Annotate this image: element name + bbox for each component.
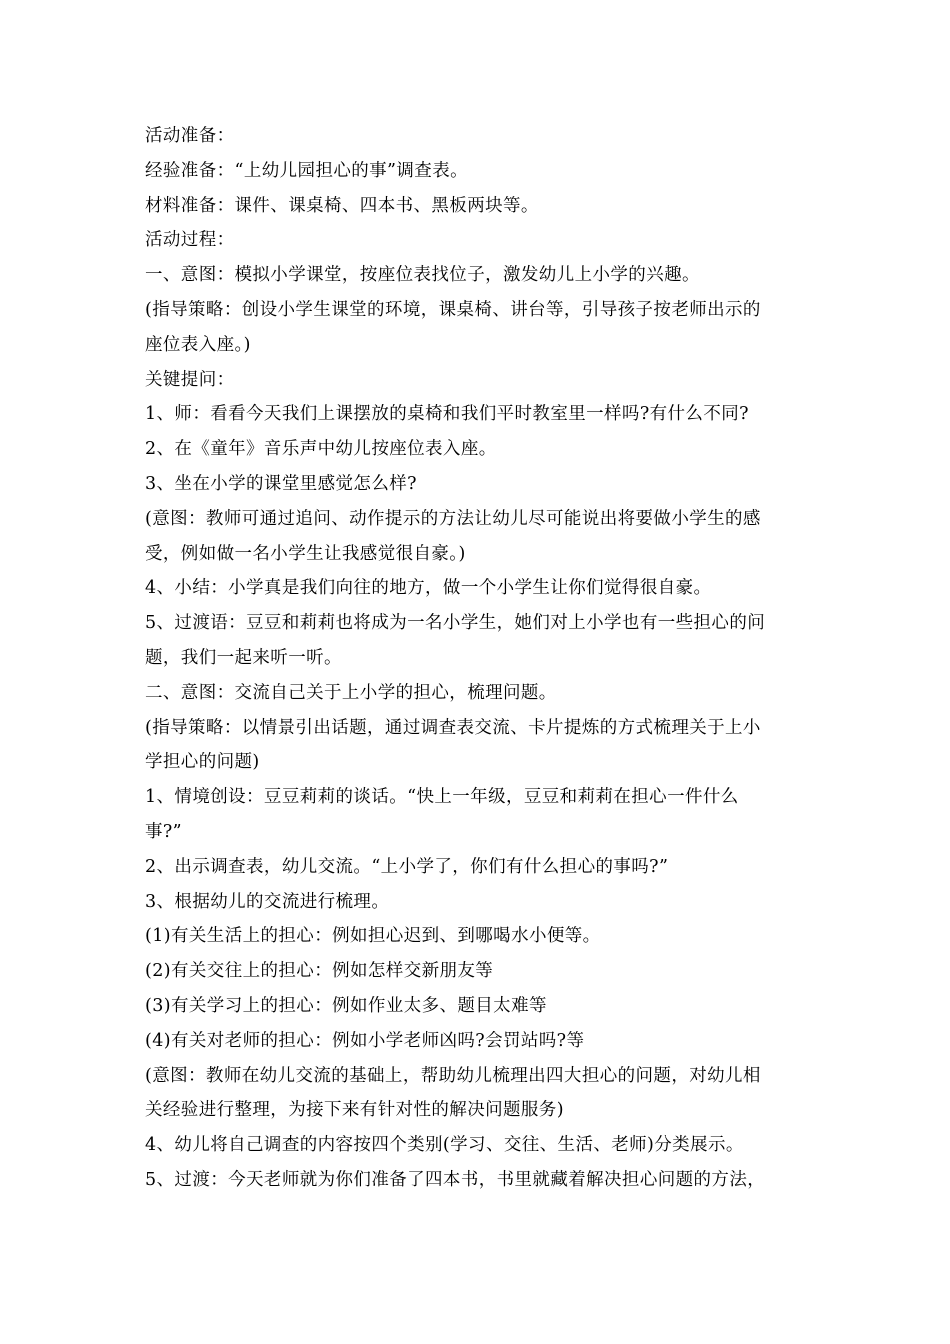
text-line: 经验准备：“上幼儿园担心的事”调查表。	[145, 160, 468, 181]
text-line: (3)有关学习上的担心：例如作业太多、题目太难等	[145, 995, 547, 1016]
text-line: (指导策略：以情景引出话题，通过调查表交流、卡片提炼的方式梳理关于上小	[145, 717, 761, 738]
text-line: (1)有关生活上的担心：例如担心迟到、到哪喝水小便等。	[145, 926, 601, 947]
text-line: (意图：教师可通过追问、动作提示的方法让幼儿尽可能说出将要做小学生的感	[145, 508, 761, 529]
text-line: 座位表入座。)	[145, 334, 251, 355]
text-line: 5、过渡语：豆豆和莉莉也将成为一名小学生，她们对上小学也有一些担心的问	[145, 613, 766, 634]
text-line: (4)有关对老师的担心：例如小学老师凶吗?会罚站吗?等	[145, 1030, 585, 1051]
text-line: (意图：教师在幼儿交流的基础上，帮助幼儿梳理出四大担心的问题，对幼儿相	[145, 1065, 761, 1086]
text-line: 5、过渡：今天老师就为你们准备了四本书，书里就藏着解决担心问题的方法，	[145, 1169, 766, 1190]
document-body	[145, 119, 810, 1198]
text-line: 活动过程：	[145, 230, 235, 251]
text-line: 关经验进行整理，为接下来有针对性的解决问题服务)	[145, 1100, 564, 1121]
text-line: 题，我们一起来听一听。	[145, 647, 342, 668]
text-line: 学担心的问题)	[145, 752, 260, 773]
text-line: 2、出示调查表，幼儿交流。“上小学了，你们有什么担心的事吗?”	[145, 856, 669, 877]
text-line: 材料准备：课件、课桌椅、四本书、黑板两块等。	[145, 195, 539, 216]
text-line: 1、师：看看今天我们上课摆放的桌椅和我们平时教室里一样吗?有什么不同?	[145, 404, 749, 425]
text-line: 一、意图：模拟小学课堂，按座位表找位子，激发幼儿上小学的兴趣。	[145, 265, 700, 286]
text-line: (指导策略：创设小学生课堂的环境，课桌椅、讲台等，引导孩子按老师出示的	[145, 299, 761, 320]
text-line: 3、根据幼儿的交流进行梳理。	[145, 891, 390, 912]
text-line: 受，例如做一名小学生让我感觉很自豪。)	[145, 543, 466, 564]
text-line: 4、小结：小学真是我们向往的地方，做一个小学生让你们觉得很自豪。	[145, 578, 712, 599]
text-line: 事?”	[145, 821, 183, 842]
text-line: (2)有关交往上的担心：例如怎样交新朋友等	[145, 961, 494, 982]
text-line: 关键提问：	[145, 369, 235, 390]
text-line: 1、情境创设：豆豆莉莉的谈话。“快上一年级，豆豆和莉莉在担心一件什么	[145, 787, 739, 808]
text-line: 活动准备：	[145, 126, 235, 146]
text-line: 4、幼儿将自己调查的内容按四个类别(学习、交往、生活、老师)分类展示。	[145, 1135, 744, 1156]
text-line: 3、坐在小学的课堂里感觉怎么样?	[145, 473, 417, 494]
text-line: 2、在《童年》音乐声中幼儿按座位表入座。	[145, 439, 497, 460]
text-line: 二、意图：交流自己关于上小学的担心，梳理问题。	[145, 682, 557, 703]
